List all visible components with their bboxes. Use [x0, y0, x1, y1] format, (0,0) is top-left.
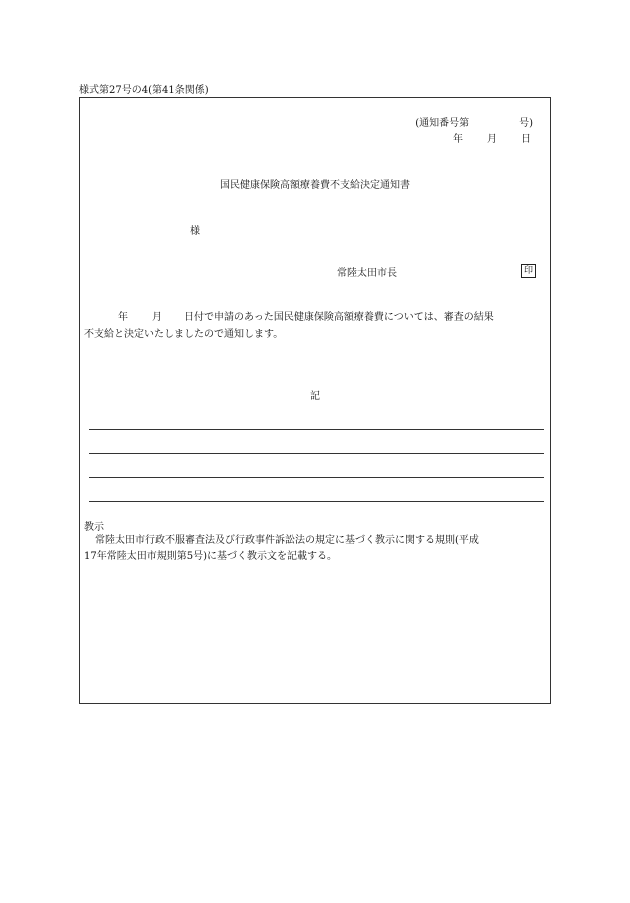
blank-line-3 — [89, 477, 544, 478]
instruction-text — [84, 533, 550, 565]
record-heading: 記 — [310, 391, 320, 402]
instruction-label: 教示 — [84, 522, 104, 533]
body-year: 年 — [118, 312, 128, 323]
body-line-1 — [84, 309, 548, 326]
blank-line-2 — [89, 453, 544, 454]
body-paragraph — [84, 309, 548, 343]
seal-mark: 印 — [521, 264, 536, 278]
body-line-2: 不支給と決定いたしましたので通知します。 — [84, 329, 284, 340]
date-month: 月 — [487, 134, 497, 145]
body-line-1-text: 日付で申請のあった国民健康保険高額療養費については、審査の結果 — [184, 312, 494, 323]
issuer-name: 常陸太田市長 — [337, 268, 397, 279]
blank-line-1 — [89, 429, 544, 430]
date-year: 年 — [453, 134, 463, 145]
date-day: 日 — [521, 134, 531, 145]
addressee-honorific: 様 — [190, 226, 200, 237]
body-month: 月 — [152, 312, 162, 323]
document-title: 国民健康保険高額療養費不支給決定通知書 — [220, 180, 410, 191]
form-number-label: 様式第27号の4(第41条関係) — [79, 85, 209, 96]
issue-date — [453, 130, 531, 145]
blank-line-4 — [89, 501, 544, 502]
instruction-line-2: 17年常陸太田市規則第5号)に基づく教示文を記載する。 — [84, 551, 337, 562]
notice-number: (通知番号第 号) — [415, 118, 533, 129]
instruction-line-1: 常陸太田市行政不服審査法及び行政事件訴訟法の規定に基づく教示に関する規則(平成 — [95, 535, 479, 546]
